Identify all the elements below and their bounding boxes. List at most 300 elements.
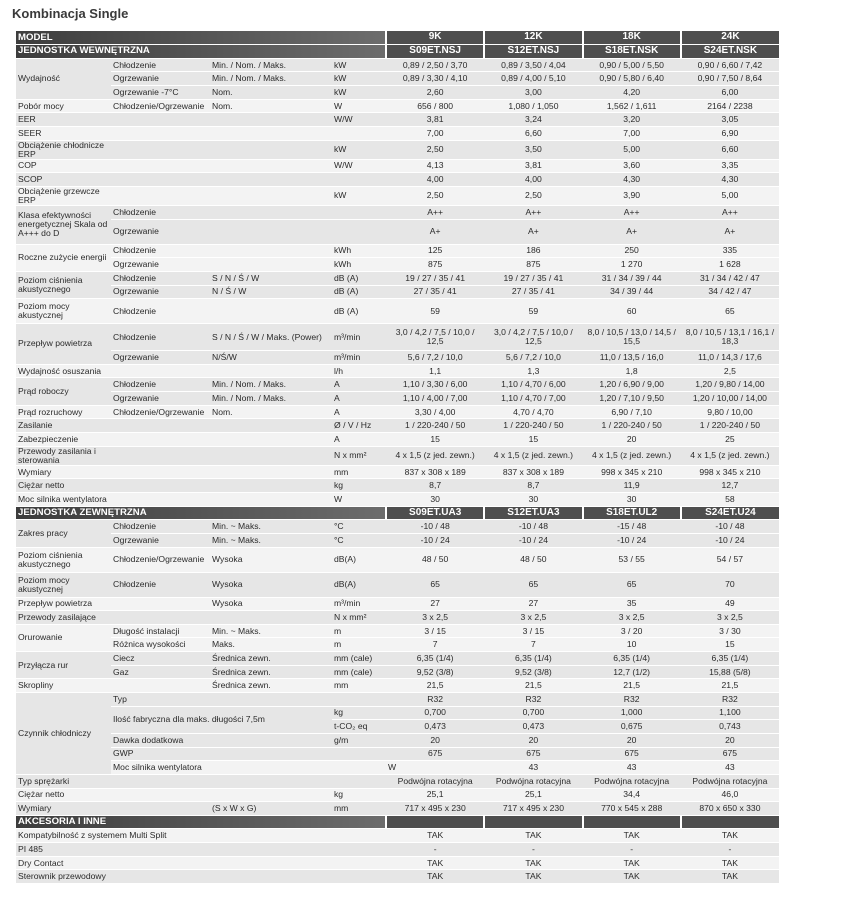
row-value: Podwójna rotacyjna xyxy=(484,774,582,788)
row-group-label: Wymiary xyxy=(16,465,111,479)
row-unit: W/W xyxy=(332,159,386,173)
row-value: TAK xyxy=(386,856,484,870)
row-unit: °C xyxy=(332,520,386,534)
row-mode xyxy=(111,113,210,127)
section-header-model: 9K xyxy=(386,31,484,45)
row-value: 3,20 xyxy=(583,113,681,127)
spec-row xyxy=(16,465,779,479)
row-value: A++ xyxy=(386,205,484,219)
row-group-label: Roczne zużycie energii xyxy=(16,244,111,271)
row-mode xyxy=(111,433,210,447)
row-group-label: Obciążenie chłodnicze ERP xyxy=(16,140,111,159)
row-condition: Min. ~ Maks. xyxy=(210,533,332,547)
row-value: 1,10 / 4,70 / 6,00 xyxy=(484,378,582,392)
row-mode: Dawka dodatkowa xyxy=(111,733,210,747)
row-unit: N x mm² xyxy=(332,446,386,465)
row-value: -10 / 24 xyxy=(484,533,582,547)
row-unit: mm xyxy=(332,465,386,479)
row-group-label: Moc silnika wentylatora xyxy=(111,761,210,775)
row-value: 3,50 xyxy=(484,140,582,159)
spec-row xyxy=(16,533,779,547)
section-header-row xyxy=(16,815,779,829)
row-value: 3,81 xyxy=(386,113,484,127)
row-value: 34 / 39 / 44 xyxy=(583,285,681,299)
row-unit xyxy=(332,173,386,187)
row-value: 3 x 2,5 xyxy=(386,611,484,625)
row-value: 0,89 / 4,00 / 5,10 xyxy=(484,72,582,86)
row-value: 31 / 34 / 42 / 47 xyxy=(681,271,779,285)
row-condition xyxy=(210,433,332,447)
row-value: 3 x 2,5 xyxy=(484,611,582,625)
row-value: TAK xyxy=(681,829,779,843)
row-mode: Chłodzenie xyxy=(111,271,210,285)
row-value: A+ xyxy=(386,219,484,244)
row-value: 7 xyxy=(484,638,582,652)
row-condition xyxy=(210,113,332,127)
spec-row xyxy=(16,364,779,378)
spec-row xyxy=(16,86,779,100)
row-value: 4 x 1,5 (z jed. zewn.) xyxy=(386,446,484,465)
row-group-label: Typ sprężarki xyxy=(16,774,111,788)
row-group-label: Poziom ciśnienia akustycznego xyxy=(16,271,111,298)
row-group-label: Prąd roboczy xyxy=(16,378,111,405)
row-value: 6,90 / 7,10 xyxy=(583,405,681,419)
row-value: 59 xyxy=(386,299,484,324)
row-condition: Min. ~ Maks. xyxy=(210,520,332,534)
row-mode xyxy=(111,465,210,479)
spec-row xyxy=(16,802,779,816)
row-mode xyxy=(111,492,210,506)
row-value: 1,10 / 4,70 / 7,00 xyxy=(484,392,582,406)
row-value: R32 xyxy=(484,693,582,707)
row-group-label: Przewody zasilające xyxy=(16,611,111,625)
row-condition xyxy=(210,693,332,707)
row-value: 60 xyxy=(583,299,681,324)
row-value: 5,00 xyxy=(681,186,779,205)
row-value: 15 xyxy=(681,638,779,652)
row-value: 3,24 xyxy=(484,113,582,127)
row-value: 0,473 xyxy=(484,720,582,734)
row-value: 10 xyxy=(583,638,681,652)
spec-row xyxy=(16,611,779,625)
row-value: 31 / 34 / 39 / 44 xyxy=(583,271,681,285)
row-group-label: Wydajność osuszania xyxy=(16,364,111,378)
row-value: A+ xyxy=(583,219,681,244)
row-group-label: Zabezpieczenie xyxy=(16,433,111,447)
row-condition: Wysoka xyxy=(210,547,332,572)
row-value: 1,20 / 7,10 / 9,50 xyxy=(583,392,681,406)
row-value: Podwójna rotacyjna xyxy=(681,774,779,788)
row-value: 0,700 xyxy=(386,706,484,720)
spec-row xyxy=(16,733,779,747)
spec-row xyxy=(16,492,779,506)
row-mode: Chłodzenie xyxy=(111,58,210,72)
row-value: TAK xyxy=(386,829,484,843)
row-unit xyxy=(332,205,386,219)
row-value: 675 xyxy=(386,747,484,761)
row-unit: W/W xyxy=(332,113,386,127)
row-mode xyxy=(111,479,210,493)
spec-row xyxy=(16,870,779,884)
row-value: A++ xyxy=(583,205,681,219)
row-mode xyxy=(111,802,210,816)
spec-row xyxy=(16,520,779,534)
spec-row xyxy=(16,652,779,666)
spec-row xyxy=(16,829,779,843)
row-value: 875 xyxy=(386,258,484,272)
section-header-label: JEDNOSTKA WEWNĘTRZNA xyxy=(16,45,386,59)
row-unit: mm (cale) xyxy=(332,665,386,679)
spec-row xyxy=(16,159,779,173)
row-value: 20 xyxy=(386,733,484,747)
row-value: 46,0 xyxy=(681,788,779,802)
spec-row xyxy=(16,679,779,693)
row-mode: Ogrzewanie xyxy=(111,219,210,244)
spec-row xyxy=(16,113,779,127)
row-value: 6,35 (1/4) xyxy=(386,652,484,666)
row-unit: dB (A) xyxy=(332,299,386,324)
row-value: 1 / 220-240 / 50 xyxy=(681,419,779,433)
row-value: 837 x 308 x 189 xyxy=(386,465,484,479)
row-unit: m xyxy=(332,638,386,652)
row-value: 675 xyxy=(681,747,779,761)
row-value: 21,5 xyxy=(681,679,779,693)
spec-row xyxy=(16,446,779,465)
spec-row xyxy=(16,419,779,433)
row-value: 3 / 15 xyxy=(484,624,582,638)
row-group-label: Wymiary xyxy=(16,802,111,816)
row-mode: Typ xyxy=(111,693,210,707)
row-value: 1 / 220-240 / 50 xyxy=(484,419,582,433)
row-group-label: Orurowanie xyxy=(16,624,111,651)
spec-row xyxy=(16,299,779,324)
row-value: 3,35 xyxy=(681,159,779,173)
section-header-model: S12ET.NSJ xyxy=(484,45,582,59)
row-unit xyxy=(332,126,386,140)
row-value: A++ xyxy=(681,205,779,219)
row-condition xyxy=(210,173,332,187)
row-unit: kWh xyxy=(332,244,386,258)
spec-row xyxy=(16,856,779,870)
row-value: - xyxy=(386,843,484,857)
row-condition xyxy=(210,419,332,433)
spec-row xyxy=(16,378,779,392)
row-condition: Min. ~ Maks. xyxy=(210,624,332,638)
row-value: 0,90 / 5,80 / 6,40 xyxy=(583,72,681,86)
row-mode: Ilość fabryczna dla maks. długości 7,5m xyxy=(111,706,332,733)
row-value: 1,20 / 10,00 / 14,00 xyxy=(681,392,779,406)
spec-row xyxy=(16,258,779,272)
row-condition: Wysoka xyxy=(210,597,332,611)
row-condition: Min. / Nom. / Maks. xyxy=(210,58,332,72)
row-value: 1 / 220-240 / 50 xyxy=(583,419,681,433)
row-value: 1,20 / 9,80 / 14,00 xyxy=(681,378,779,392)
row-unit: W xyxy=(332,492,386,506)
row-value: 0,90 / 7,50 / 8,64 xyxy=(681,72,779,86)
row-condition xyxy=(210,747,332,761)
row-value: 250 xyxy=(583,244,681,258)
row-value: 1,20 / 6,90 / 9,00 xyxy=(583,378,681,392)
row-unit: kW xyxy=(332,86,386,100)
row-unit: g/m xyxy=(332,733,386,747)
row-value: 0,90 / 5,00 / 5,50 xyxy=(583,58,681,72)
row-value: 4,30 xyxy=(681,173,779,187)
row-condition: Min. / Nom. / Maks. xyxy=(210,378,332,392)
row-condition: Min. / Nom. / Maks. xyxy=(210,392,332,406)
row-value: 6,35 (1/4) xyxy=(583,652,681,666)
row-value: 15,88 (5/8) xyxy=(681,665,779,679)
row-unit: kW xyxy=(332,72,386,86)
row-value: 6,00 xyxy=(681,86,779,100)
spec-row xyxy=(16,351,779,365)
row-value: 1,1 xyxy=(386,364,484,378)
row-mode: Ogrzewanie xyxy=(111,351,210,365)
row-condition xyxy=(332,761,386,775)
row-value: 6,90 xyxy=(681,126,779,140)
row-value: -10 / 24 xyxy=(681,533,779,547)
row-value: 2,50 xyxy=(386,186,484,205)
row-mode xyxy=(111,597,210,611)
row-value: 9,80 / 10,00 xyxy=(681,405,779,419)
row-value: 30 xyxy=(386,492,484,506)
row-value: TAK xyxy=(583,829,681,843)
row-value: 1,562 / 1,611 xyxy=(583,99,681,113)
row-value: TAK xyxy=(583,870,681,884)
row-group-label: Zasilanie xyxy=(16,419,111,433)
row-unit: A xyxy=(332,378,386,392)
spec-table xyxy=(16,31,779,884)
row-unit: dB (A) xyxy=(332,285,386,299)
row-group-label: Poziom mocy akustycznej xyxy=(16,572,111,597)
row-value: 43 xyxy=(583,761,681,775)
row-unit: kWh xyxy=(332,258,386,272)
row-value: 875 xyxy=(484,258,582,272)
row-condition: Maks. xyxy=(210,638,332,652)
row-condition xyxy=(210,774,332,788)
section-header-model xyxy=(484,815,582,829)
spec-row xyxy=(16,761,779,775)
row-unit: t-CO₂ eq xyxy=(332,720,386,734)
spec-row xyxy=(16,788,779,802)
row-group-label: EER xyxy=(16,113,111,127)
row-value: 3 x 2,5 xyxy=(583,611,681,625)
row-value: 3 x 2,5 xyxy=(681,611,779,625)
row-value: 20 xyxy=(681,733,779,747)
row-unit xyxy=(332,747,386,761)
row-value: R32 xyxy=(583,693,681,707)
row-value: -10 / 48 xyxy=(681,520,779,534)
row-unit: kg xyxy=(332,706,386,720)
row-unit: W xyxy=(386,761,484,775)
row-unit: A xyxy=(332,405,386,419)
row-mode xyxy=(111,788,210,802)
row-value: 8,0 / 10,5 / 13,1 / 16,1 / 18,3 xyxy=(681,324,779,351)
row-value: - xyxy=(681,843,779,857)
row-value: 58 xyxy=(681,492,779,506)
row-value: 998 x 345 x 210 xyxy=(583,465,681,479)
row-value: 717 x 495 x 230 xyxy=(386,802,484,816)
row-mode: Chłodzenie/Ogrzewanie xyxy=(111,99,210,113)
spec-row xyxy=(16,186,779,205)
row-value: R32 xyxy=(681,693,779,707)
row-condition: S / N / Ś / W xyxy=(210,271,332,285)
spec-row xyxy=(16,774,779,788)
row-mode xyxy=(111,140,210,159)
row-value: A+ xyxy=(681,219,779,244)
row-value: 3 / 20 xyxy=(583,624,681,638)
page-title: Kombinacja Single xyxy=(12,6,129,21)
row-group-label: Obciążenie grzewcze ERP xyxy=(16,186,111,205)
row-unit: A xyxy=(332,392,386,406)
row-value: 4,00 xyxy=(484,173,582,187)
row-value: 3 / 30 xyxy=(681,624,779,638)
row-unit: °C xyxy=(332,533,386,547)
row-value: 1,100 xyxy=(681,706,779,720)
row-condition: Min. / Nom. / Maks. xyxy=(210,72,332,86)
section-header-row xyxy=(16,45,779,59)
row-value: 0,700 xyxy=(484,706,582,720)
row-value: 2,5 xyxy=(681,364,779,378)
row-condition: Nom. xyxy=(210,86,332,100)
spec-row xyxy=(16,405,779,419)
row-mode: Chłodzenie xyxy=(111,244,210,258)
section-header-model: S18ET.NSK xyxy=(583,45,681,59)
section-header-model: 18K xyxy=(583,31,681,45)
row-condition: Średnica zewn. xyxy=(210,652,332,666)
row-value: 837 x 308 x 189 xyxy=(484,465,582,479)
row-mode: Długość instalacji xyxy=(111,624,210,638)
row-group-label: Wydajność xyxy=(16,58,111,99)
row-value: 1,080 / 1,050 xyxy=(484,99,582,113)
row-value: 27 / 35 / 41 xyxy=(386,285,484,299)
row-unit: W xyxy=(332,99,386,113)
row-unit: mm xyxy=(332,679,386,693)
section-header-model: 24K xyxy=(681,31,779,45)
row-group-label: Pobór mocy xyxy=(16,99,111,113)
row-value: 48 / 50 xyxy=(386,547,484,572)
row-group-label: Ciężar netto xyxy=(16,479,111,493)
row-group-label: Przyłącza rur xyxy=(16,652,111,679)
section-header-model: S09ET.NSJ xyxy=(386,45,484,59)
row-mode xyxy=(210,761,332,775)
row-unit: dB(A) xyxy=(332,572,386,597)
row-value: -10 / 24 xyxy=(386,533,484,547)
row-value: -10 / 24 xyxy=(583,533,681,547)
section-header-model: S09ET.UA3 xyxy=(386,506,484,520)
row-value: - xyxy=(484,843,582,857)
section-header-model: S24ET.U24 xyxy=(681,506,779,520)
row-group-label: Zakres pracy xyxy=(16,520,111,547)
spec-row xyxy=(16,693,779,707)
row-value: 48 / 50 xyxy=(484,547,582,572)
row-group-label: SEER xyxy=(16,126,111,140)
row-value: 8,7 xyxy=(484,479,582,493)
row-value: 2,50 xyxy=(386,140,484,159)
row-mode: Chłodzenie xyxy=(111,378,210,392)
row-value: 59 xyxy=(484,299,582,324)
row-value: 65 xyxy=(681,299,779,324)
section-header-model xyxy=(681,815,779,829)
row-condition: Nom. xyxy=(210,405,332,419)
row-value: 125 xyxy=(386,244,484,258)
row-value: 3,0 / 4,2 / 7,5 / 10,0 / 12,5 xyxy=(386,324,484,351)
row-value: 8,7 xyxy=(386,479,484,493)
row-mode: Ciecz xyxy=(111,652,210,666)
row-condition xyxy=(210,159,332,173)
row-value: 717 x 495 x 230 xyxy=(484,802,582,816)
row-value: 4,13 xyxy=(386,159,484,173)
row-unit xyxy=(332,774,386,788)
spec-row xyxy=(16,547,779,572)
row-mode: Chłodzenie/Ogrzewanie xyxy=(111,405,210,419)
row-value: 53 / 55 xyxy=(583,547,681,572)
row-value: TAK xyxy=(681,870,779,884)
row-value: 65 xyxy=(386,572,484,597)
row-unit: A xyxy=(332,433,386,447)
row-condition: S / N / Ś / W / Maks. (Power) xyxy=(210,324,332,351)
row-value: TAK xyxy=(386,870,484,884)
row-value: 1 628 xyxy=(681,258,779,272)
row-mode: Ogrzewanie xyxy=(111,258,210,272)
row-value: 27 xyxy=(386,597,484,611)
row-group-label: SCOP xyxy=(16,173,111,187)
row-unit: kg xyxy=(332,788,386,802)
row-value: 3,60 xyxy=(583,159,681,173)
row-value: 11,9 xyxy=(583,479,681,493)
row-value: TAK xyxy=(484,870,582,884)
row-group-label: Poziom mocy akustycznej xyxy=(16,299,111,324)
row-mode: Chłodzenie/Ogrzewanie xyxy=(111,547,210,572)
row-value: 11,0 / 13,5 / 16,0 xyxy=(583,351,681,365)
spec-row xyxy=(16,665,779,679)
row-value: 3 / 15 xyxy=(386,624,484,638)
row-value: 675 xyxy=(583,747,681,761)
row-value: 1 270 xyxy=(583,258,681,272)
row-value: 20 xyxy=(583,733,681,747)
row-value: 675 xyxy=(484,747,582,761)
row-mode xyxy=(111,679,210,693)
row-unit: dB (A) xyxy=(332,271,386,285)
row-condition: Średnica zewn. xyxy=(210,665,332,679)
row-unit: Ø / V / Hz xyxy=(332,419,386,433)
row-condition: N/Ś/W xyxy=(210,351,332,365)
row-mode: Gaz xyxy=(111,665,210,679)
row-mode: Ogrzewanie xyxy=(111,533,210,547)
row-value: 6,60 xyxy=(484,126,582,140)
row-value: 25,1 xyxy=(484,788,582,802)
row-value: 1,3 xyxy=(484,364,582,378)
row-mode xyxy=(111,364,210,378)
row-label: Dry Contact xyxy=(16,856,386,870)
row-value: 54 / 57 xyxy=(681,547,779,572)
row-value: 25,1 xyxy=(386,788,484,802)
row-value: R32 xyxy=(386,693,484,707)
row-mode: Różnica wysokości xyxy=(111,638,210,652)
row-value: TAK xyxy=(681,856,779,870)
row-mode xyxy=(111,611,210,625)
row-value: 49 xyxy=(681,597,779,611)
spec-row xyxy=(16,271,779,285)
row-value: 15 xyxy=(484,433,582,447)
row-value: 0,90 / 6,60 / 7,42 xyxy=(681,58,779,72)
spec-row xyxy=(16,72,779,86)
row-group-label: Skropliny xyxy=(16,679,111,693)
row-mode xyxy=(111,446,210,465)
spec-row xyxy=(16,706,779,720)
row-value: Podwójna rotacyjna xyxy=(583,774,681,788)
row-group-label: Przepływ powietrza xyxy=(16,324,111,365)
row-value: 65 xyxy=(583,572,681,597)
